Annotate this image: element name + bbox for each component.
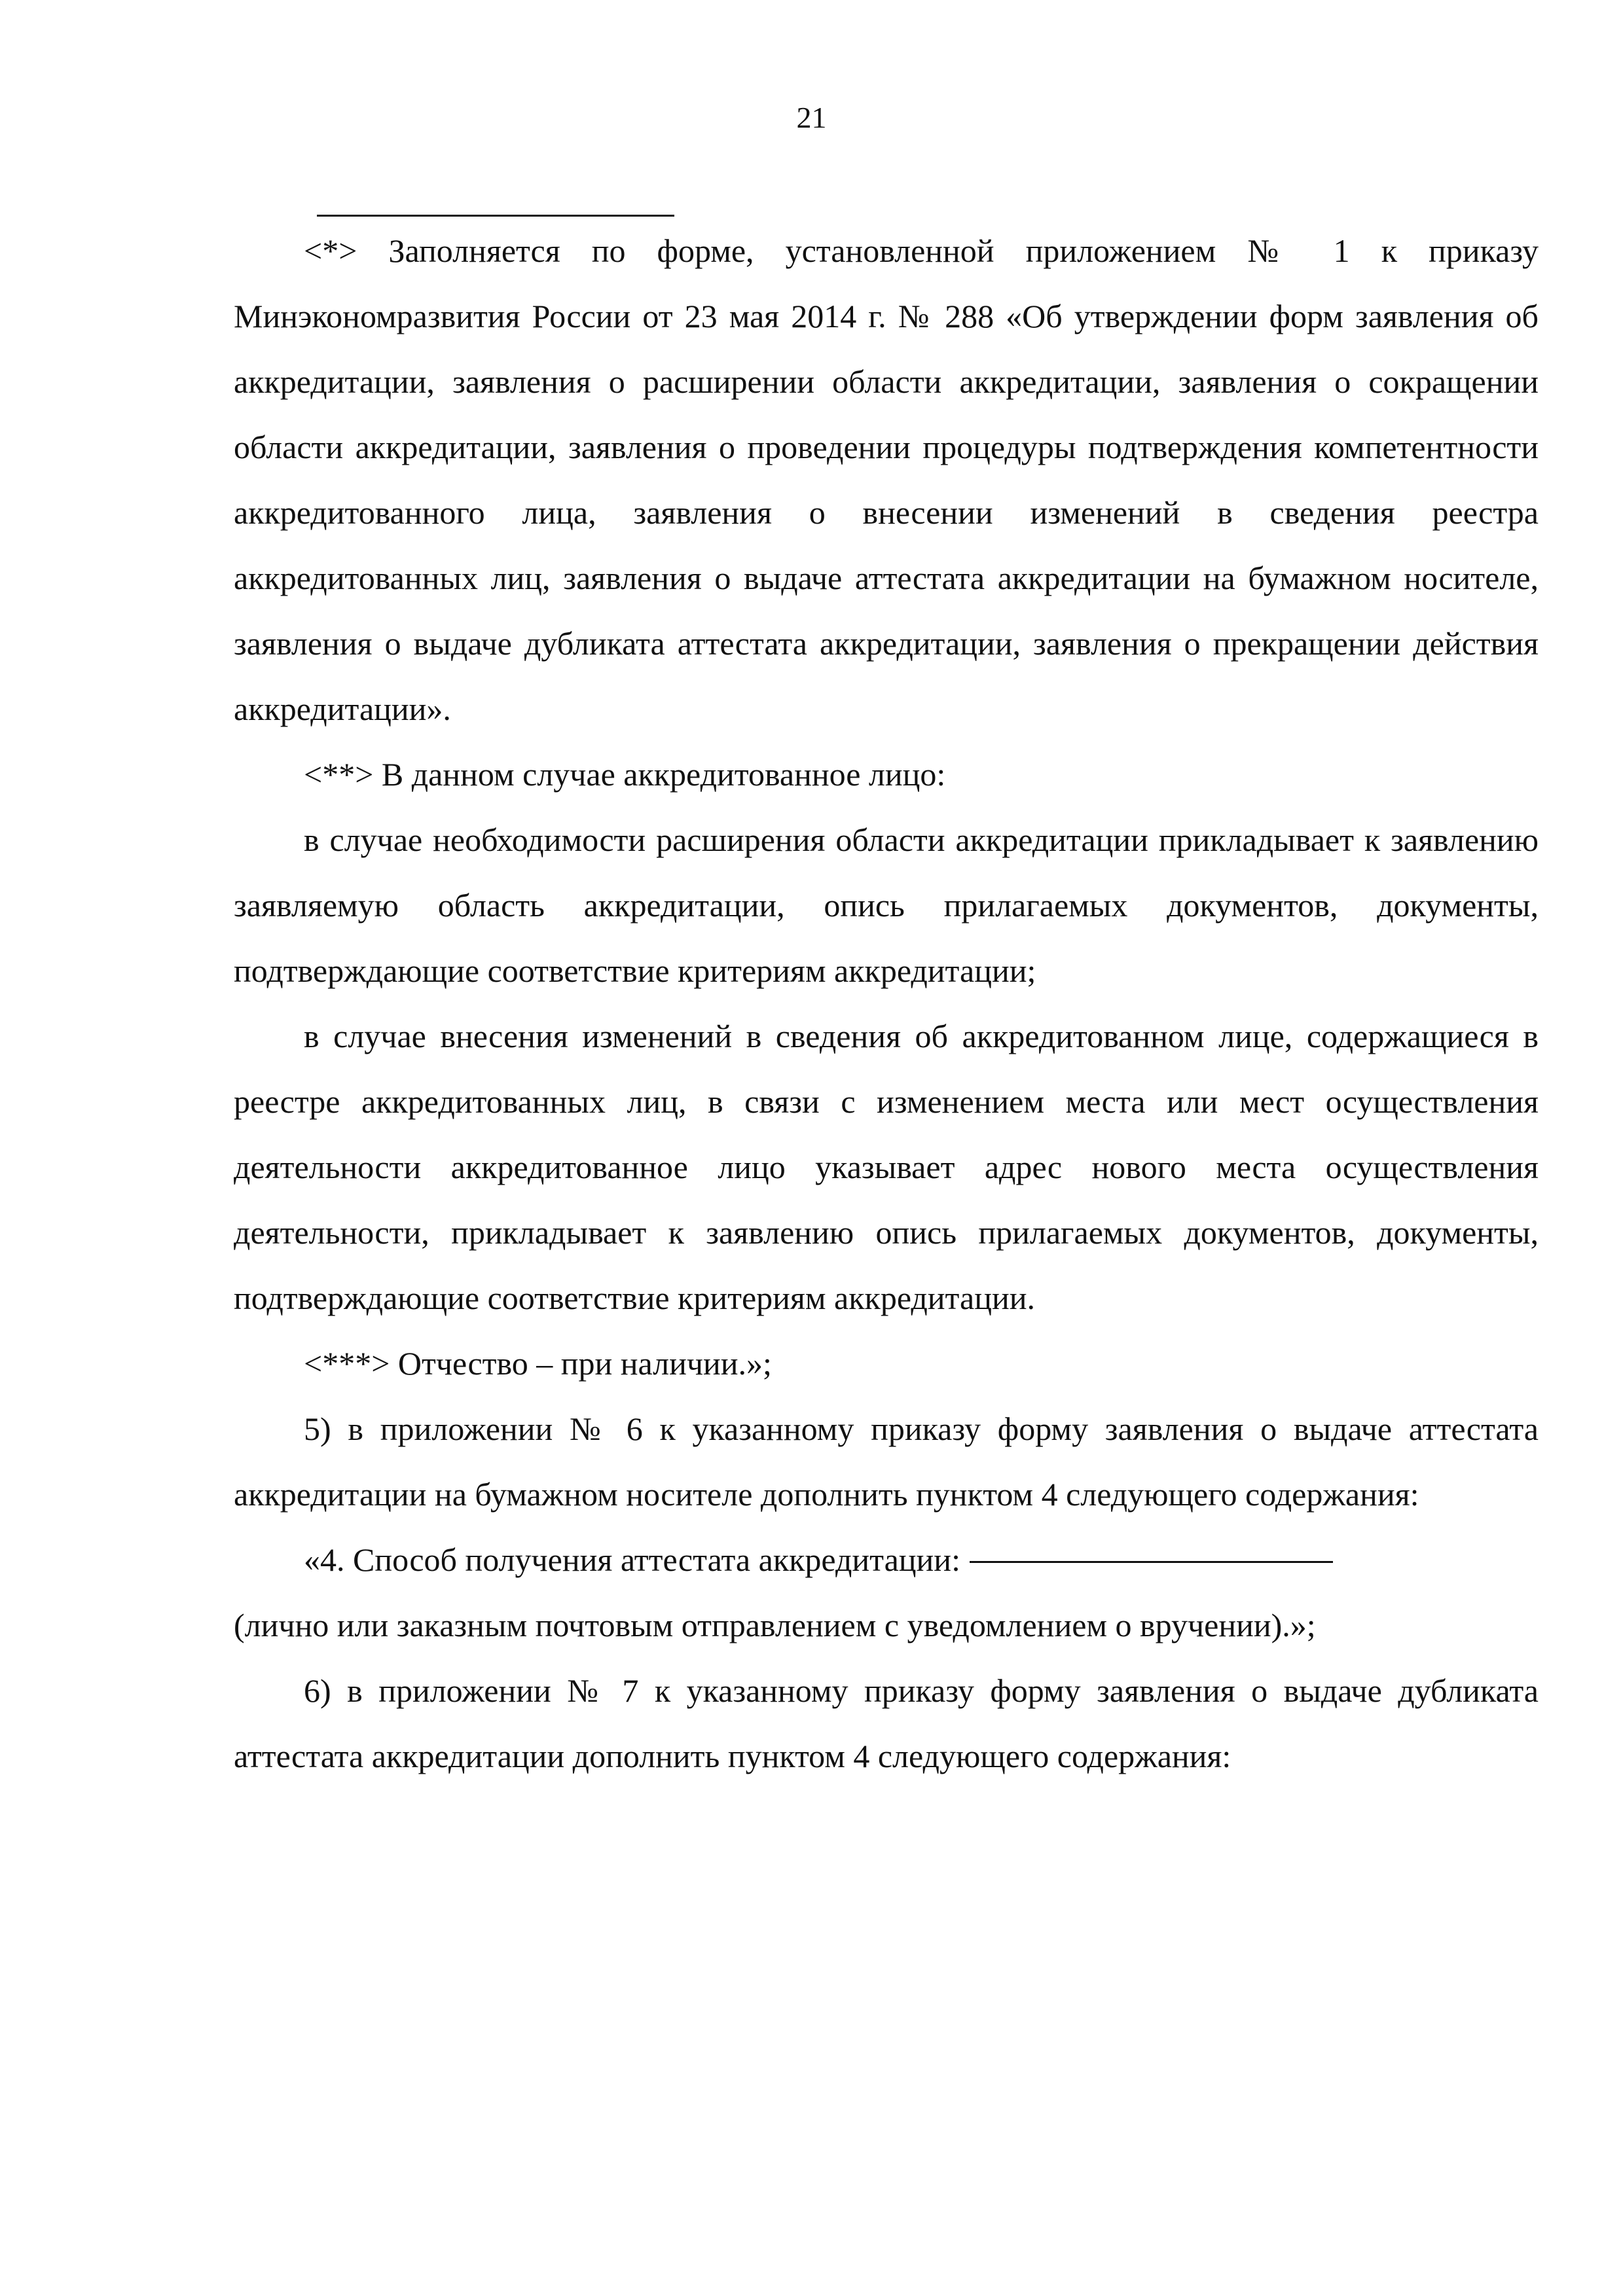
footnote-separator-line bbox=[317, 215, 674, 217]
footnote-2-case-2: в случае внесения изменений в сведения об аккредитованном лице, содержащиеся в реестре аккредитованных лиц, в связи с изменением места или мест осуществления деятельности аккредитованное лицо указывает адрес нового места осуществления деятельности, прикладывает к заявлению опись прилагаемых документов, документы, подтверждающие соответствие критериям аккредитации. bbox=[234, 1018, 1539, 1316]
footnote-2-case-1: в случае необходимости расширения области аккредитации прикладывает к заявлению заявляемую область аккредитации, опись прилагаемых документов, документы, подтверждающие соответствие критериям аккредитации; bbox=[234, 821, 1539, 989]
item-5-clause-4-label: «4. Способ получения аттестата аккредитации: bbox=[304, 1541, 960, 1578]
item-5: 5) в приложении № 6 к указанному приказу форму заявления о выдаче аттестата аккредитации на бумажном носителе дополнить пунктом 4 следующего содержания: bbox=[234, 1410, 1539, 1513]
page-number: 21 bbox=[796, 101, 827, 134]
item-6: 6) в приложении № 7 к указанному приказу форму заявления о выдаче дубликата аттестата аккредитации дополнить пунктом 4 следующего содержания: bbox=[234, 1672, 1539, 1774]
footnote-3: <***> Отчество – при наличии.»; bbox=[304, 1345, 772, 1382]
item-5-clause-4-note: (лично или заказным почтовым отправлением с уведомлением о вручении).»; bbox=[234, 1607, 1316, 1643]
blank-fill-line bbox=[970, 1561, 1333, 1563]
footnote-2-intro: <**> В данном случае аккредитованное лицо: bbox=[304, 756, 946, 793]
document-body bbox=[234, 218, 1539, 1789]
item-5-clause-4 bbox=[234, 1527, 1539, 1592]
footnote-1: <*> Заполняется по форме, установленной приложением № 1 к приказу Минэкономразвития России от 23 мая 2014 г. № 288 «Об утверждении форм заявления об аккредитации, заявления о расширении области аккредитации, заявления о сокращении области аккредитации, заявления о проведении процедуры подтверждения компетентности аккредитованного лица, заявления о внесении изменений в сведения реестра аккредитованных лиц, заявления о выдаче аттестата аккредитации на бумажном носителе, заявления о выдаче дубликата аттестата аккредитации, заявления о прекращении действия аккредитации». bbox=[234, 232, 1539, 727]
